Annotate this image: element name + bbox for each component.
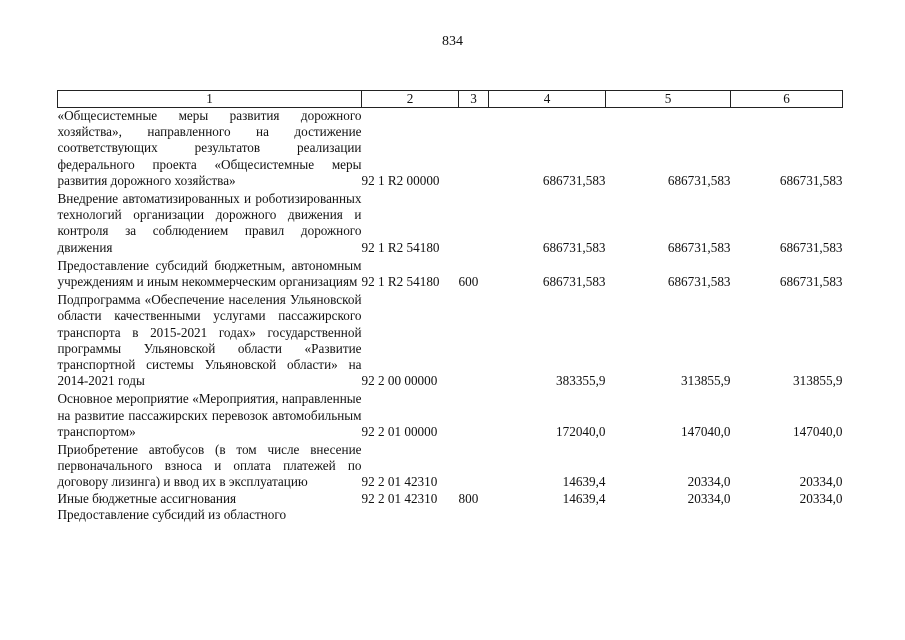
row-code: 92 2 01 00000 [361, 423, 438, 439]
table-row [58, 292, 843, 391]
column-header-3: 3 [459, 91, 489, 108]
row-value-6: 313855,9 [793, 373, 843, 389]
row-code: 92 1 R2 54180 [361, 274, 440, 290]
row-value-6: 686731,583 [779, 172, 843, 188]
row-value-6: 686731,583 [779, 239, 843, 255]
row-code [362, 507, 459, 523]
row-name: Предоставление субсидий из областного [57, 506, 287, 522]
row-code: 92 2 01 42310 [361, 474, 438, 490]
column-header-2: 2 [362, 91, 459, 108]
row-expense-type [459, 507, 489, 523]
column-header-4: 4 [489, 91, 606, 108]
row-expense-type [459, 442, 489, 491]
row-name: Предоставление субсидий бюджетным, автономным учреждениям и иным некоммерческим организациям [57, 257, 362, 290]
row-value-6: 147040,0 [793, 423, 843, 439]
column-header-6: 6 [731, 91, 843, 108]
row-name: Приобретение автобусов (в том числе внесение первоначального взноса и оплата платежей по договору лизинга) и ввод их в эксплуатацию [57, 442, 362, 490]
row-value-4: 14639,4 [562, 490, 606, 506]
table-row [58, 108, 843, 192]
column-header-5: 5 [606, 91, 731, 108]
row-expense-type: 600 [458, 274, 479, 290]
row-value-6 [731, 507, 843, 523]
row-expense-type [459, 292, 489, 391]
row-expense-type [459, 191, 489, 258]
column-header-1: 1 [58, 91, 362, 108]
table-row [58, 507, 843, 523]
row-code: 92 1 R2 00000 [361, 172, 440, 188]
row-value-6: 686731,583 [779, 274, 843, 290]
row-value-4: 686731,583 [542, 274, 606, 290]
row-value-5: 313855,9 [681, 373, 731, 389]
row-value-5: 686731,583 [667, 274, 731, 290]
row-value-6: 20334,0 [799, 490, 843, 506]
budget-table [57, 90, 843, 523]
row-name: Иные бюджетные ассигнования [57, 490, 237, 506]
table-row [58, 191, 843, 258]
row-name: Основное мероприятие «Мероприятия, направленные на развитие пассажирских перевозок автомобильным транспортом» [57, 391, 362, 439]
table-row [58, 258, 843, 292]
table-row [58, 442, 843, 491]
row-value-4: 172040,0 [556, 423, 606, 439]
row-value-5: 147040,0 [681, 423, 731, 439]
row-value-5: 20334,0 [687, 490, 731, 506]
page-number: 834 [442, 34, 463, 49]
row-code: 92 2 00 00000 [361, 373, 438, 389]
row-value-5: 686731,583 [667, 172, 731, 188]
row-value-4: 686731,583 [542, 239, 606, 255]
table-row [58, 391, 843, 442]
table-header-row [58, 91, 843, 108]
row-expense-type [459, 391, 489, 442]
row-value-6: 20334,0 [799, 474, 843, 490]
row-name: Внедрение автоматизированных и роботизированных технологий организации дорожного движения и контроля за соблюдением правил дорожного движения [57, 191, 362, 255]
row-value-5: 686731,583 [667, 239, 731, 255]
row-name: Подпрограмма «Обеспечение населения Ульяновской области качественными услугами пассажирского транспорта в 2015-2021 годах» государственной программы Ульяновской области «Развитие транспортной системы Ульяновской области» на 2014-2021 годы [57, 292, 362, 389]
row-value-5 [606, 507, 731, 523]
row-value-4 [489, 507, 606, 523]
table-row [58, 491, 843, 507]
row-code: 92 2 01 42310 [361, 490, 438, 506]
row-value-4: 383355,9 [556, 373, 606, 389]
row-code: 92 1 R2 54180 [361, 239, 440, 255]
row-name: «Общесистемные меры развития дорожного хозяйства», направленного на достижение соответствующих результатов реализации федерального проекта «Общесистемные меры развития дорожного хозяйства» [57, 108, 362, 188]
row-value-4: 14639,4 [562, 474, 606, 490]
row-expense-type: 800 [458, 490, 479, 506]
row-value-5: 20334,0 [687, 474, 731, 490]
row-value-4: 686731,583 [542, 172, 606, 188]
row-expense-type [459, 108, 489, 192]
